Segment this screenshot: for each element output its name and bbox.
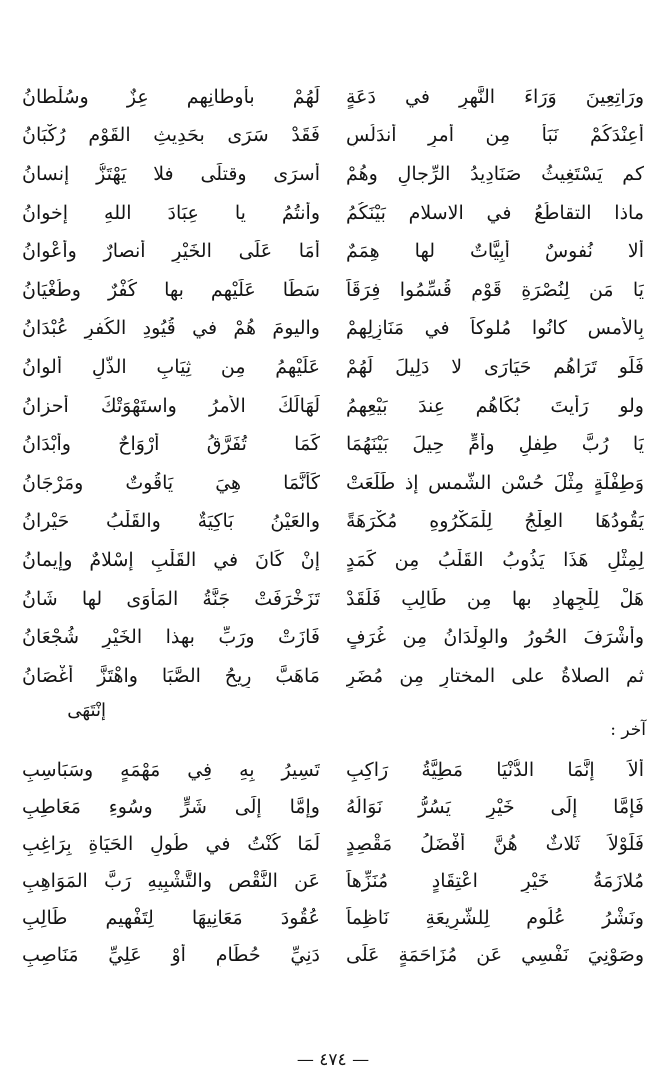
verse-first-hemistich: ألاَ إنَّمَا الدُّنْيَا مَطِيَّةُ رَاكِبٍ [346,759,644,782]
verse-row [22,900,644,937]
verse-first-hemistich: ألا نُفوسٌ أبِيَّاتٌ لها هِمَمٌ [346,240,644,263]
verse-first-hemistich: بِالأمسِ كانُوا مُلوكاً في مَنَازِلِهِمْ [346,317,644,340]
verse-second-hemistich: لَمَا كُنْتُ في طُولِ الحَيَاةِ بِرَاغِبِ [22,833,320,856]
poem-main [22,78,644,696]
verse-row [22,155,644,194]
verse-row [22,425,644,464]
verse-first-hemistich: ماذا التقاطُعُ في الاسلامِ بَيْنَكُمُ [346,201,644,224]
verse-row [22,310,644,349]
verse-second-hemistich: إنْ كَانَ في القَلْبِ إسْلامٌ وإيمانُ [22,549,320,572]
verse-row [22,348,644,387]
verse-first-hemistich: فَلَو تَرَاهُم حَيَارَى لا دَلِيلَ لَهُمْ [346,356,644,379]
verse-second-hemistich: مَاهَبَّ رِيحُ الصَّبَا واهْتَزَّ أغْصَانُ [22,664,320,687]
verse-first-hemistich: أعِنْدَكُمْ نَبَأٌ مِن أمرِ أندَلُسٍ [346,124,644,147]
section-heading: آخر : [610,720,646,740]
verse-second-hemistich: تَزَخْرَفَتْ جَنَّةُ المَأوَى لها شَانُ [22,587,320,610]
verse-row [22,826,644,863]
verse-first-hemistich: ونَشْرُ عُلُومٍ لِلشَّرِيعَةِ نَاظِماً [346,907,644,930]
verse-second-hemistich: كَأنَّمَا هِيَ يَاقُوتٌ ومَرْجَانُ [22,471,320,494]
ending-word: إنْتَهَى [67,700,106,721]
verse-first-hemistich: وَطِفْلَةٍ مِثْلَ حُسْنِ الشَّمسِ إذ طَلَعَتْ [346,471,644,494]
verse-second-hemistich: كَمَا تُفَرَّقُ أرْوَاحٌ وأبْدَانُ [22,433,320,456]
verse-row [22,752,644,789]
verse-row [22,789,644,826]
verse-first-hemistich: ورَاتِعِينَ وَرَاءَ النَّهرِ في دَعَةٍ [346,85,644,108]
verse-row [22,618,644,657]
verse-second-hemistich: عَنِ النَّقْصِ والتَّشْبِيهِ رَبَّ المَوَاهِبِ [22,870,320,893]
verse-first-hemistich: مُلازَمَةُ خَيْرِ اعْتِقَادٍ مُنَزِّهاً [346,870,644,893]
verse-first-hemistich: فَلَوْلاَ ثَلاثٌ هُنَّ أفْضَلُ مَقْصِدٍ [346,833,644,856]
verse-row [22,271,644,310]
verse-first-hemistich: ولو رَأيتَ بُكَاهُم عِندَ بَيْعِهِمُ [346,394,644,417]
verse-second-hemistich: وإمَّا إلَى شَرٍّ وسُوءِ مَعَاطِبِ [22,796,320,819]
verse-second-hemistich: لَهَالَكَ الأمرُ واستَهْوَتْكَ أحزانُ [22,394,320,417]
verse-second-hemistich: دَنِيِّ حُطَامٍ أوْ عَلِيِّ مَنَاصِبِ [22,944,320,967]
verse-row [22,937,644,974]
verse-second-hemistich: واليومَ هُمْ في قُيُودِ الكُفرِ عُبْدَانُ [22,317,320,340]
verse-first-hemistich: وأشْرَفَ الحُورُ والوِلْدَانُ مِن غُرَفٍ [346,626,644,649]
verse-row [22,78,644,117]
verse-row [22,863,644,900]
verse-second-hemistich: والعَيْنُ بَاكِيَةٌ والقَلْبُ حَيْرانُ [22,510,320,533]
verse-row [22,232,644,271]
verse-second-hemistich: عُقُودَ مَعَانِيهَا لِتَفْهِيمِ طَالِبِ [22,907,320,930]
verse-first-hemistich: كم يَسْتَغِيثُ صَنَادِيدُ الرِّجالِ وهُمْ [346,163,644,186]
verse-second-hemistich: فَقَدْ سَرَى بحَدِيثِ القَوْمِ رُكْبَانُ [22,124,320,147]
verse-first-hemistich: يَا مَن لِنُصْرَةِ قَوْمٍ قُسِّمُوا فِرَقَاً [346,278,644,301]
verse-second-hemistich: فَازَتْ ورَبِّ بهذا الخَيْرِ شُجْعَانُ [22,626,320,649]
verse-second-hemistich: عَلَيْهِمُ مِن ثِيَابِ الذُّلِ ألوانُ [22,356,320,379]
poem-second [22,752,644,974]
verse-first-hemistich: هَلْ لِلْجِهادِ بها مِن طَالِبٍ فَلَقَدْ [346,587,644,610]
verse-second-hemistich: وأنتُمُ يا عِبَادَ اللهِ إخوانُ [22,201,320,224]
verse-second-hemistich: سَطَا عَلَيْهِم بها كُفْرٌ وطُغْيَانُ [22,278,320,301]
verse-row [22,541,644,580]
verse-first-hemistich: وصَوْنِيَ نَفْسِي عَن مُزَاحَمَةٍ عَلَى [346,944,644,967]
verse-row [22,580,644,619]
verse-row [22,503,644,542]
verse-row [22,194,644,233]
verse-first-hemistich: فَإمَّا إلَى خَيْرٍ يَسُرُّ نَوَالُهُ [346,796,644,819]
verse-row [22,657,644,696]
verse-first-hemistich: يَقُودُهَا العِلْجُ لِلْمَكْرُوهِ مُكْرَهَةً [346,510,644,533]
verse-second-hemistich: أمَا عَلَى الخَيْرِ أنصارٌ وأعْوانُ [22,240,320,263]
page-number: — ٤٧٤ — [296,1050,370,1070]
verse-first-hemistich: ثم الصلاةُ على المختارِ مِن مُضَرٍ [346,664,644,687]
verse-first-hemistich: لِمِثْلِ هَذَا يَذُوبُ القَلْبُ مِن كَمَدٍ [346,549,644,572]
verse-row [22,387,644,426]
verse-first-hemistich: يَا رُبَّ طِفلٍ وأُمٍّ حِيلَ بَيْنَهُمَا [346,433,644,456]
verse-second-hemistich: لَهُمْ بأوطانِهِم عِزٌ وسُلْطانُ [22,85,320,108]
verse-second-hemistich: أسرَى وقتلَى فلا يَهْتَزُّ إنسانُ [22,163,320,186]
verse-row [22,464,644,503]
verse-second-hemistich: تَسِيرُ بِهِ فِي مَهْمَهٍ وسَبَاسِبِ [22,759,320,782]
verse-row [22,117,644,156]
